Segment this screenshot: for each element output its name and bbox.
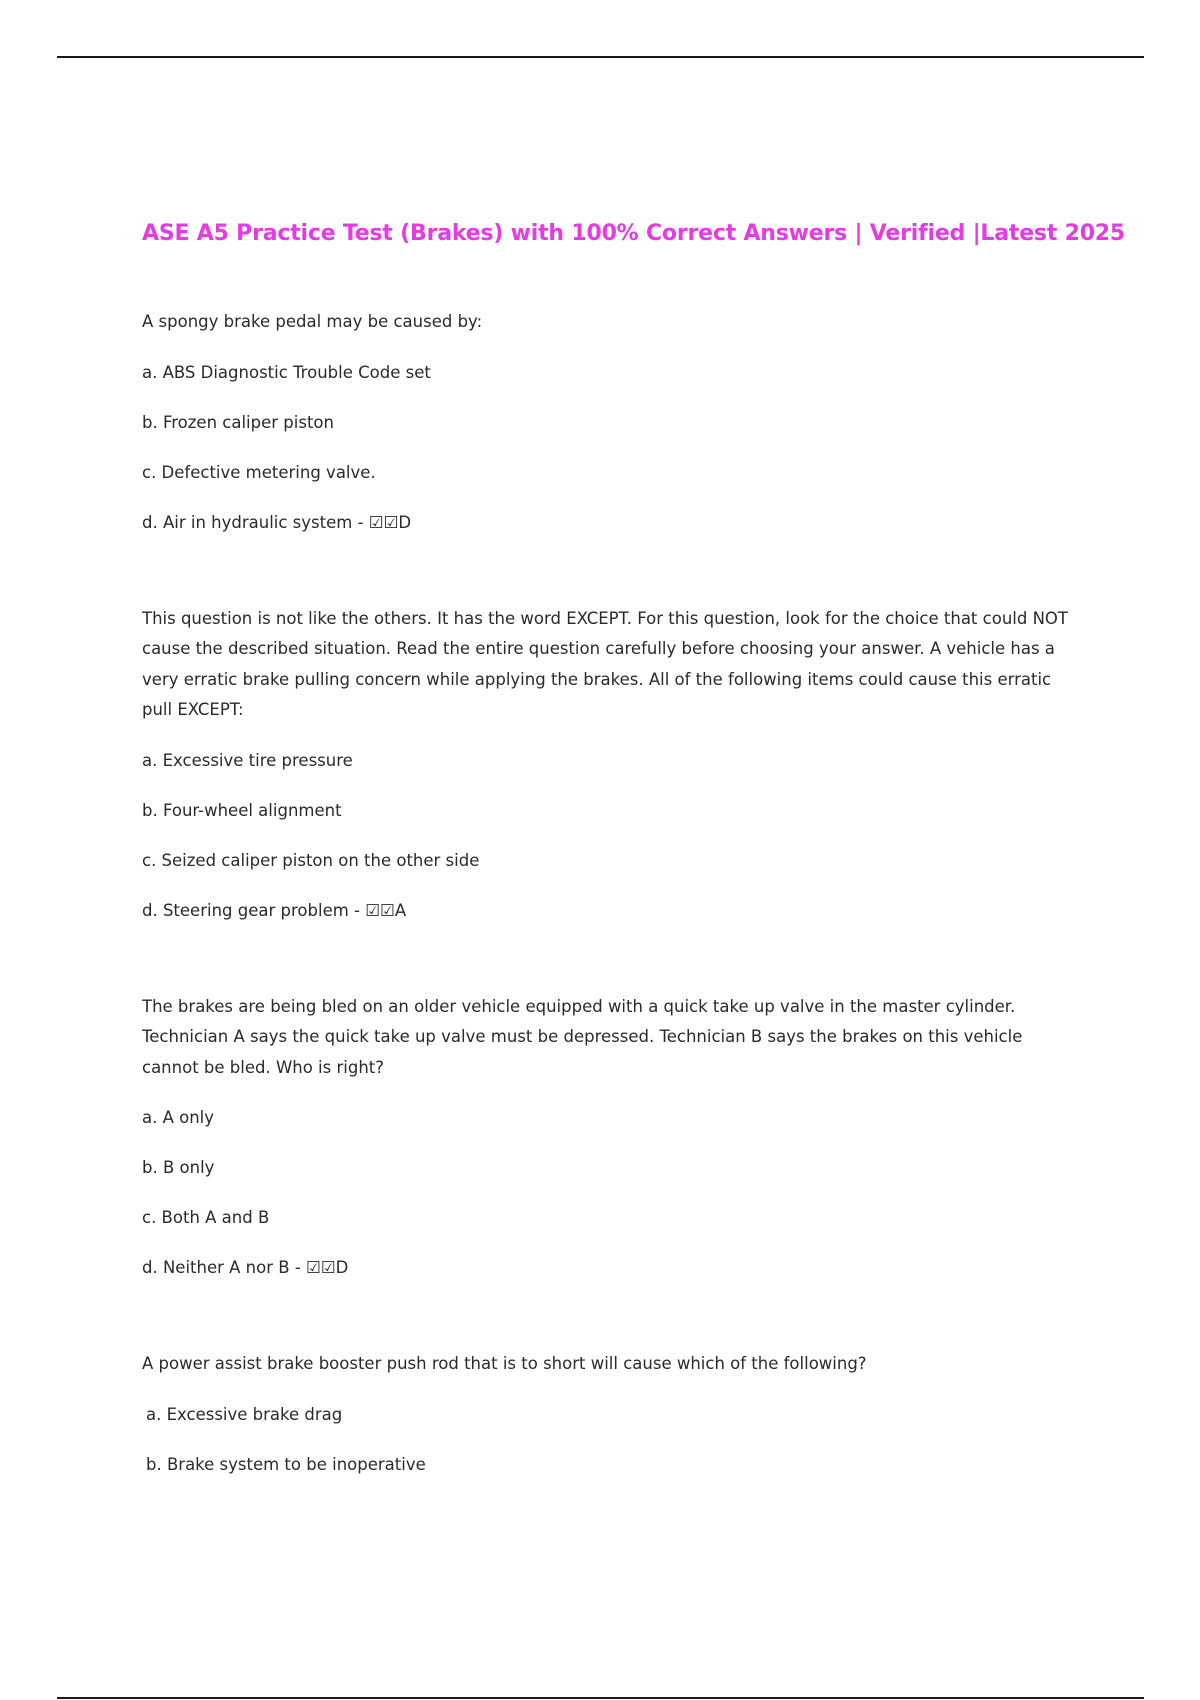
answer-option: b. Four-wheel alignment: [142, 800, 342, 820]
spacer: [142, 1283, 1072, 1349]
answer-option: a. Excessive tire pressure: [142, 750, 353, 770]
answer-option: a. Excessive brake drag: [146, 1404, 343, 1424]
answer-options: [142, 746, 1072, 926]
question-text: A power assist brake booster push rod that is to short will cause which of the following?: [142, 1354, 867, 1373]
answer-option-correct: d. Air in hydraulic system - ☑☑D: [142, 512, 412, 532]
answer-options: [142, 1103, 1072, 1283]
answer-option-correct: d. Neither A nor B - ☑☑D: [142, 1258, 349, 1277]
answer-options: [142, 1400, 1072, 1480]
question-text: The brakes are being bled on an older vehicle equipped with a quick take up valve in the master cylinder. Technician A says the quick take up valve must be depressed. Technician B says the brakes on this vehicle cannot be bled. Who is right?: [142, 996, 1023, 1077]
answer-option-correct: d. Steering gear problem - ☑☑A: [142, 900, 407, 920]
answer-option: a. A only: [142, 1108, 215, 1127]
header-rule: [57, 56, 1144, 58]
answer-option: c. Both A and B: [142, 1208, 270, 1227]
answer-option: b. B only: [142, 1158, 215, 1177]
question-text: A spongy brake pedal may be caused by:: [142, 312, 483, 331]
question-text: This question is not like the others. It has the word EXCEPT. For this question, look for the choice that could NOT cause the described situation. Read the entire question carefully before choosing your answer. A vehicle has a very erratic brake pulling concern while applying the brakes. All of the following items could cause this erratic pull EXCEPT:: [142, 608, 1068, 719]
footer-rule: [57, 1697, 1144, 1699]
spacer: [142, 538, 1072, 604]
document-body: [142, 214, 1126, 1480]
answer-option: c. Defective metering valve.: [142, 462, 376, 482]
question-block: [142, 1349, 1072, 1480]
spacer: [142, 926, 1072, 992]
answer-options: [142, 358, 1072, 538]
answer-option: b. Brake system to be inoperative: [146, 1454, 426, 1474]
document-title: ASE A5 Practice Test (Brakes) with 100% Correct Answers | Verified |Latest 2025: [142, 221, 1126, 246]
answer-option: a. ABS Diagnostic Trouble Code set: [142, 362, 431, 382]
answer-option: c. Seized caliper piston on the other side: [142, 850, 480, 870]
question-block: [142, 604, 1072, 926]
answer-option: b. Frozen caliper piston: [142, 412, 334, 432]
question-block: [142, 307, 1072, 538]
question-block: [142, 992, 1072, 1284]
